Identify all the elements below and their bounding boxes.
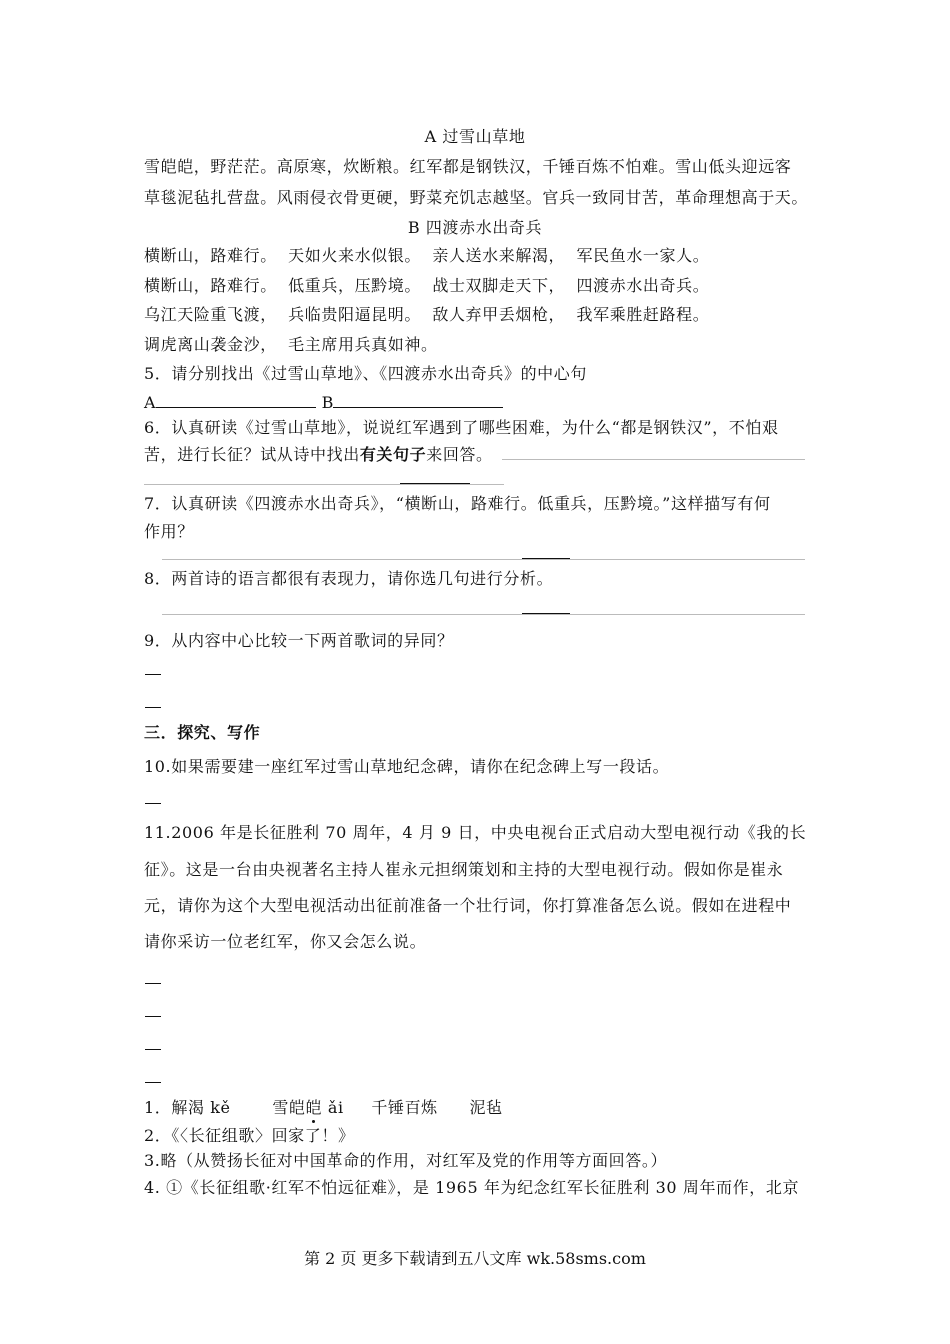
answer-line[interactable]	[162, 614, 805, 615]
answer-2: 2．《〈长征组歌〉回家了！》	[144, 1126, 355, 1145]
answer-line[interactable]	[502, 459, 805, 460]
answer-dash[interactable]	[145, 1082, 161, 1083]
answer-3: 3.略（从赞扬长征对中国革命的作用，对红军及党的作用等方面回答。）	[144, 1151, 668, 1170]
poem-a-title: A 过雪山草地	[424, 127, 526, 146]
question-6-line-2	[144, 445, 493, 465]
answer-b-label: B	[321, 393, 334, 412]
question-11-line-4: 请你采访一位老红军，你又会怎么说。	[144, 932, 427, 951]
answer-dash[interactable]	[145, 1016, 161, 1017]
answer-dash[interactable]	[145, 1049, 161, 1050]
question-8: 8．两首诗的语言都很有表现力，请你选几句进行分析。	[144, 569, 554, 588]
answer-1-item-b-text: 雪皑	[272, 1098, 306, 1117]
poem-b-line-3: 乌江天险重飞渡， 兵临贵阳逼昆明。 敌人弃甲丢烟枪， 我军乘胜赶路程。	[144, 305, 710, 324]
poem-b-line-1: 横断山，路难行。 天如火来水似银。 亲人送水来解渴， 军民鱼水一家人。	[144, 246, 710, 265]
question-6-emphasis: 有关句子	[359, 445, 427, 464]
answer-1-item-b-pinyin: ǎi	[322, 1098, 344, 1117]
page-footer: 第 2 页 更多下载请到五八文库 wk.58sms.com	[304, 1249, 646, 1268]
answer-a-blank[interactable]	[156, 393, 316, 408]
question-10: 10.如果需要建一座红军过雪山草地纪念碑，请你在纪念碑上写一段话。	[144, 757, 670, 776]
section-3-heading: 三．探究、写作	[144, 723, 261, 742]
poem-b-line-4: 调虎离山袭金沙， 毛主席用兵真如神。	[144, 335, 438, 354]
answer-dash[interactable]	[145, 983, 161, 984]
poem-a-line-1: 雪皑皑，野茫茫。高原寒，炊断粮。红军都是钢铁汉，千锤百炼不怕难。雪山低头迎远客	[144, 157, 792, 176]
answer-a-label: A	[144, 393, 156, 412]
question-5-answer-row	[144, 393, 503, 413]
answer-1-item-b-dotted: 皑	[305, 1098, 323, 1117]
answer-line-mark	[522, 558, 570, 559]
question-11-line-2: 征》。这是一台由央视著名主持人崔永元担纲策划和主持的大型电视行动。假如你是崔永	[144, 860, 784, 879]
answer-line-mark	[522, 613, 570, 614]
answer-line-mark	[400, 483, 470, 484]
poem-b-title: B 四渡赤水出奇兵	[407, 218, 543, 237]
answer-b-blank[interactable]	[333, 393, 503, 408]
question-6-line-1: 6．认真研读《过雪山草地》，说说红军遇到了哪些困难，为什么“都是钢铁汉”，不怕艰	[144, 418, 779, 437]
question-11-line-3: 元，请你为这个大型电视活动出征前准备一个壮行词，你打算准备怎么说。假如在进程中	[144, 896, 792, 915]
answer-line[interactable]	[162, 559, 805, 560]
question-7-line-2: 作用？	[144, 522, 194, 541]
answer-1-item-d: 泥毡	[469, 1098, 503, 1117]
answer-dash[interactable]	[145, 707, 161, 708]
question-6-text-end: 来回答。	[426, 445, 493, 464]
poem-a-line-2: 草毯泥毡扎营盘。风雨侵衣骨更硬，野菜充饥志越坚。官兵一致同甘苦，革命理想高于天。	[144, 188, 809, 207]
poem-b-line-2: 横断山，路难行。 低重兵，压黔境。 战士双脚走天下， 四渡赤水出奇兵。	[144, 276, 710, 295]
answer-dash[interactable]	[145, 803, 161, 804]
answer-line[interactable]	[144, 484, 504, 485]
question-6-text: 苦，进行长征？试从诗中找出	[144, 445, 360, 464]
question-9: 9．从内容中心比较一下两首歌词的异同？	[144, 631, 454, 650]
answer-1-item-a: 1．解渴 kě	[144, 1098, 231, 1117]
question-7-line-1: 7．认真研读《四渡赤水出奇兵》，“横断山，路难行。低重兵，压黔境。”这样描写有何	[144, 494, 771, 513]
answer-1-item-b	[272, 1098, 343, 1117]
answer-1-item-c: 千锤百炼	[371, 1098, 438, 1117]
question-11-line-1: 11.2006 年是长征胜利 70 周年，4 月 9 日，中央电视台正式启动大型电视行动《我的长	[144, 823, 807, 842]
answer-dash[interactable]	[145, 674, 161, 675]
answer-1	[144, 1098, 503, 1118]
answer-4: 4. ①《长征组歌·红军不怕远征难》，是 1965 年为纪念红军长征胜利 30 周年而作，北京	[144, 1178, 800, 1197]
question-5: 5．请分别找出《过雪山草地》、《四渡赤水出奇兵》的中心句	[144, 364, 587, 383]
